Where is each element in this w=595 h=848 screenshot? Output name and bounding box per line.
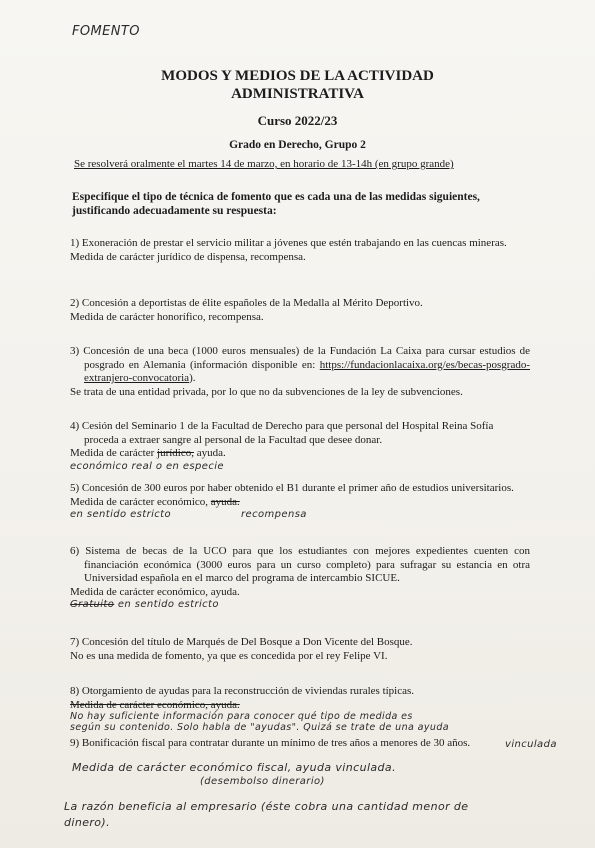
question-6-text: 6) Sistema de becas de la UCO para que los estudiantes con mejores expedientes cuenten con financiación económica (3000 euros para un curso completo) para sufragar su estancia en otra Universidad española en el marco del programa de intercambio SICUE.	[70, 545, 530, 584]
instructions: Especifique el tipo de técnica de fomento que es cada una de las medidas siguientes, justificando adecuadamente su respuesta:	[72, 191, 480, 217]
question-8-text: 8) Otorgamiento de ayudas para la reconstrucción de viviendas rurales típicas.	[70, 685, 415, 697]
question-2-text: 2) Concesión a deportistas de élite españoles de la Medalla al Mérito Deportivo.	[70, 297, 423, 309]
question-9-handwritten-3: La razón beneficia al empresario (éste cobra una cantidad menor de	[64, 800, 469, 813]
question-9	[70, 737, 500, 751]
question-5-handwritten-2: recompensa	[241, 509, 307, 520]
question-3-link[interactable]: https://fundacionlacaixa.org/es/becas-posgrado-extranjero-convocatoria	[84, 358, 531, 384]
question-5-answer	[70, 496, 530, 510]
question-4-answer	[70, 447, 530, 461]
title-line-1: MODOS Y MEDIOS DE LA ACTIVIDAD	[161, 68, 434, 84]
question-7	[70, 636, 530, 663]
question-5-answer-prefix: Medida de carácter económico,	[70, 495, 209, 508]
course-year: Curso 2022/23	[257, 113, 338, 128]
question-7-text: 7) Concesión del título de Marqués de Del Bosque a Don Vicente del Bosque.	[70, 636, 413, 648]
question-4-handwritten: económico real o en especie	[70, 460, 224, 472]
question-9-handwritten-4: dinero).	[64, 816, 111, 829]
degree-group: Grado en Derecho, Grupo 2	[229, 139, 366, 151]
question-3-text-main: 3) Concesión de una beca (1000 euros mensuales) de la Fundación La Caixa para cursar estudios de posgrado en Alemania (información disponible en:	[70, 345, 530, 371]
question-2-answer: Medida de carácter honorífico, recompensa.	[70, 310, 264, 323]
question-4	[70, 420, 530, 473]
question-3-text	[70, 345, 530, 386]
question-9-handwritten-1: Medida de carácter económico fiscal, ayuda vinculada.	[72, 761, 396, 774]
question-4-answer-struck: jurídico,	[157, 447, 194, 459]
question-9-margin-note: vinculada	[505, 739, 557, 750]
question-5-handwritten-1: en sentido estricto	[70, 509, 172, 520]
question-8	[70, 685, 530, 733]
question-1	[70, 237, 530, 264]
question-6-handwritten-struck: Gratuito	[70, 599, 115, 610]
question-6-handwritten	[70, 599, 530, 611]
question-5-text: 5) Concesión de 300 euros por haber obtenido el B1 durante el primer año de estudios universitarios.	[70, 482, 514, 494]
question-6	[70, 545, 530, 611]
title-line-2: ADMINISTRATIVA	[231, 86, 364, 102]
question-4-text: 4) Cesión del Seminario 1 de la Facultad de Derecho para que personal del Hospital Reina Sofía proceda a extraer sangre al personal de la Facultad que desee donar.	[70, 420, 494, 446]
question-1-text: 1) Exoneración de prestar el servicio militar a jóvenes que estén trabajando en las cuencas mineras.	[70, 237, 507, 249]
exam-notice: Se resolverá oralmente el martes 14 de marzo, en horario de 13-14h (en grupo grande)	[74, 158, 454, 170]
question-1-answer: Medida de carácter jurídico de dispensa, recompensa.	[70, 250, 306, 263]
question-6-handwritten-text: en sentido estricto	[117, 599, 219, 610]
question-4-answer-prefix: Medida de carácter	[70, 447, 155, 459]
question-8-handwritten-1: No hay suficiente información para conocer qué tipo de medida es	[70, 711, 413, 722]
question-3-answer: Se trata de una entidad privada, por lo que no da subvenciones de la ley de subvenciones.	[70, 385, 463, 398]
question-4-answer-suffix: ayuda.	[196, 447, 226, 459]
question-5-answer-struck: ayuda.	[210, 495, 240, 508]
question-7-answer: No es una medida de fomento, ya que es concedida por el rey Felipe VI.	[70, 649, 388, 662]
question-5	[70, 482, 530, 521]
question-9-handwritten-2: (desembolso dinerario)	[200, 776, 325, 787]
question-5-handwritten	[70, 509, 530, 521]
question-3	[70, 345, 530, 399]
question-9-text: 9) Bonificación fiscal para contratar durante un mínimo de tres años a menores de 30 años.	[70, 737, 471, 749]
question-3-text-end: ).	[189, 372, 196, 384]
question-2	[70, 297, 530, 324]
question-8-handwritten-2: según su contenido. Solo habla de "ayudas". Quizá se trate de una ayuda	[70, 721, 449, 733]
question-8-answer-struck: Medida de carácter económico, ayuda.	[70, 698, 240, 711]
question-6-answer: Medida de carácter económico, ayuda.	[70, 585, 240, 598]
corner-note: FOMENTO	[72, 24, 140, 39]
